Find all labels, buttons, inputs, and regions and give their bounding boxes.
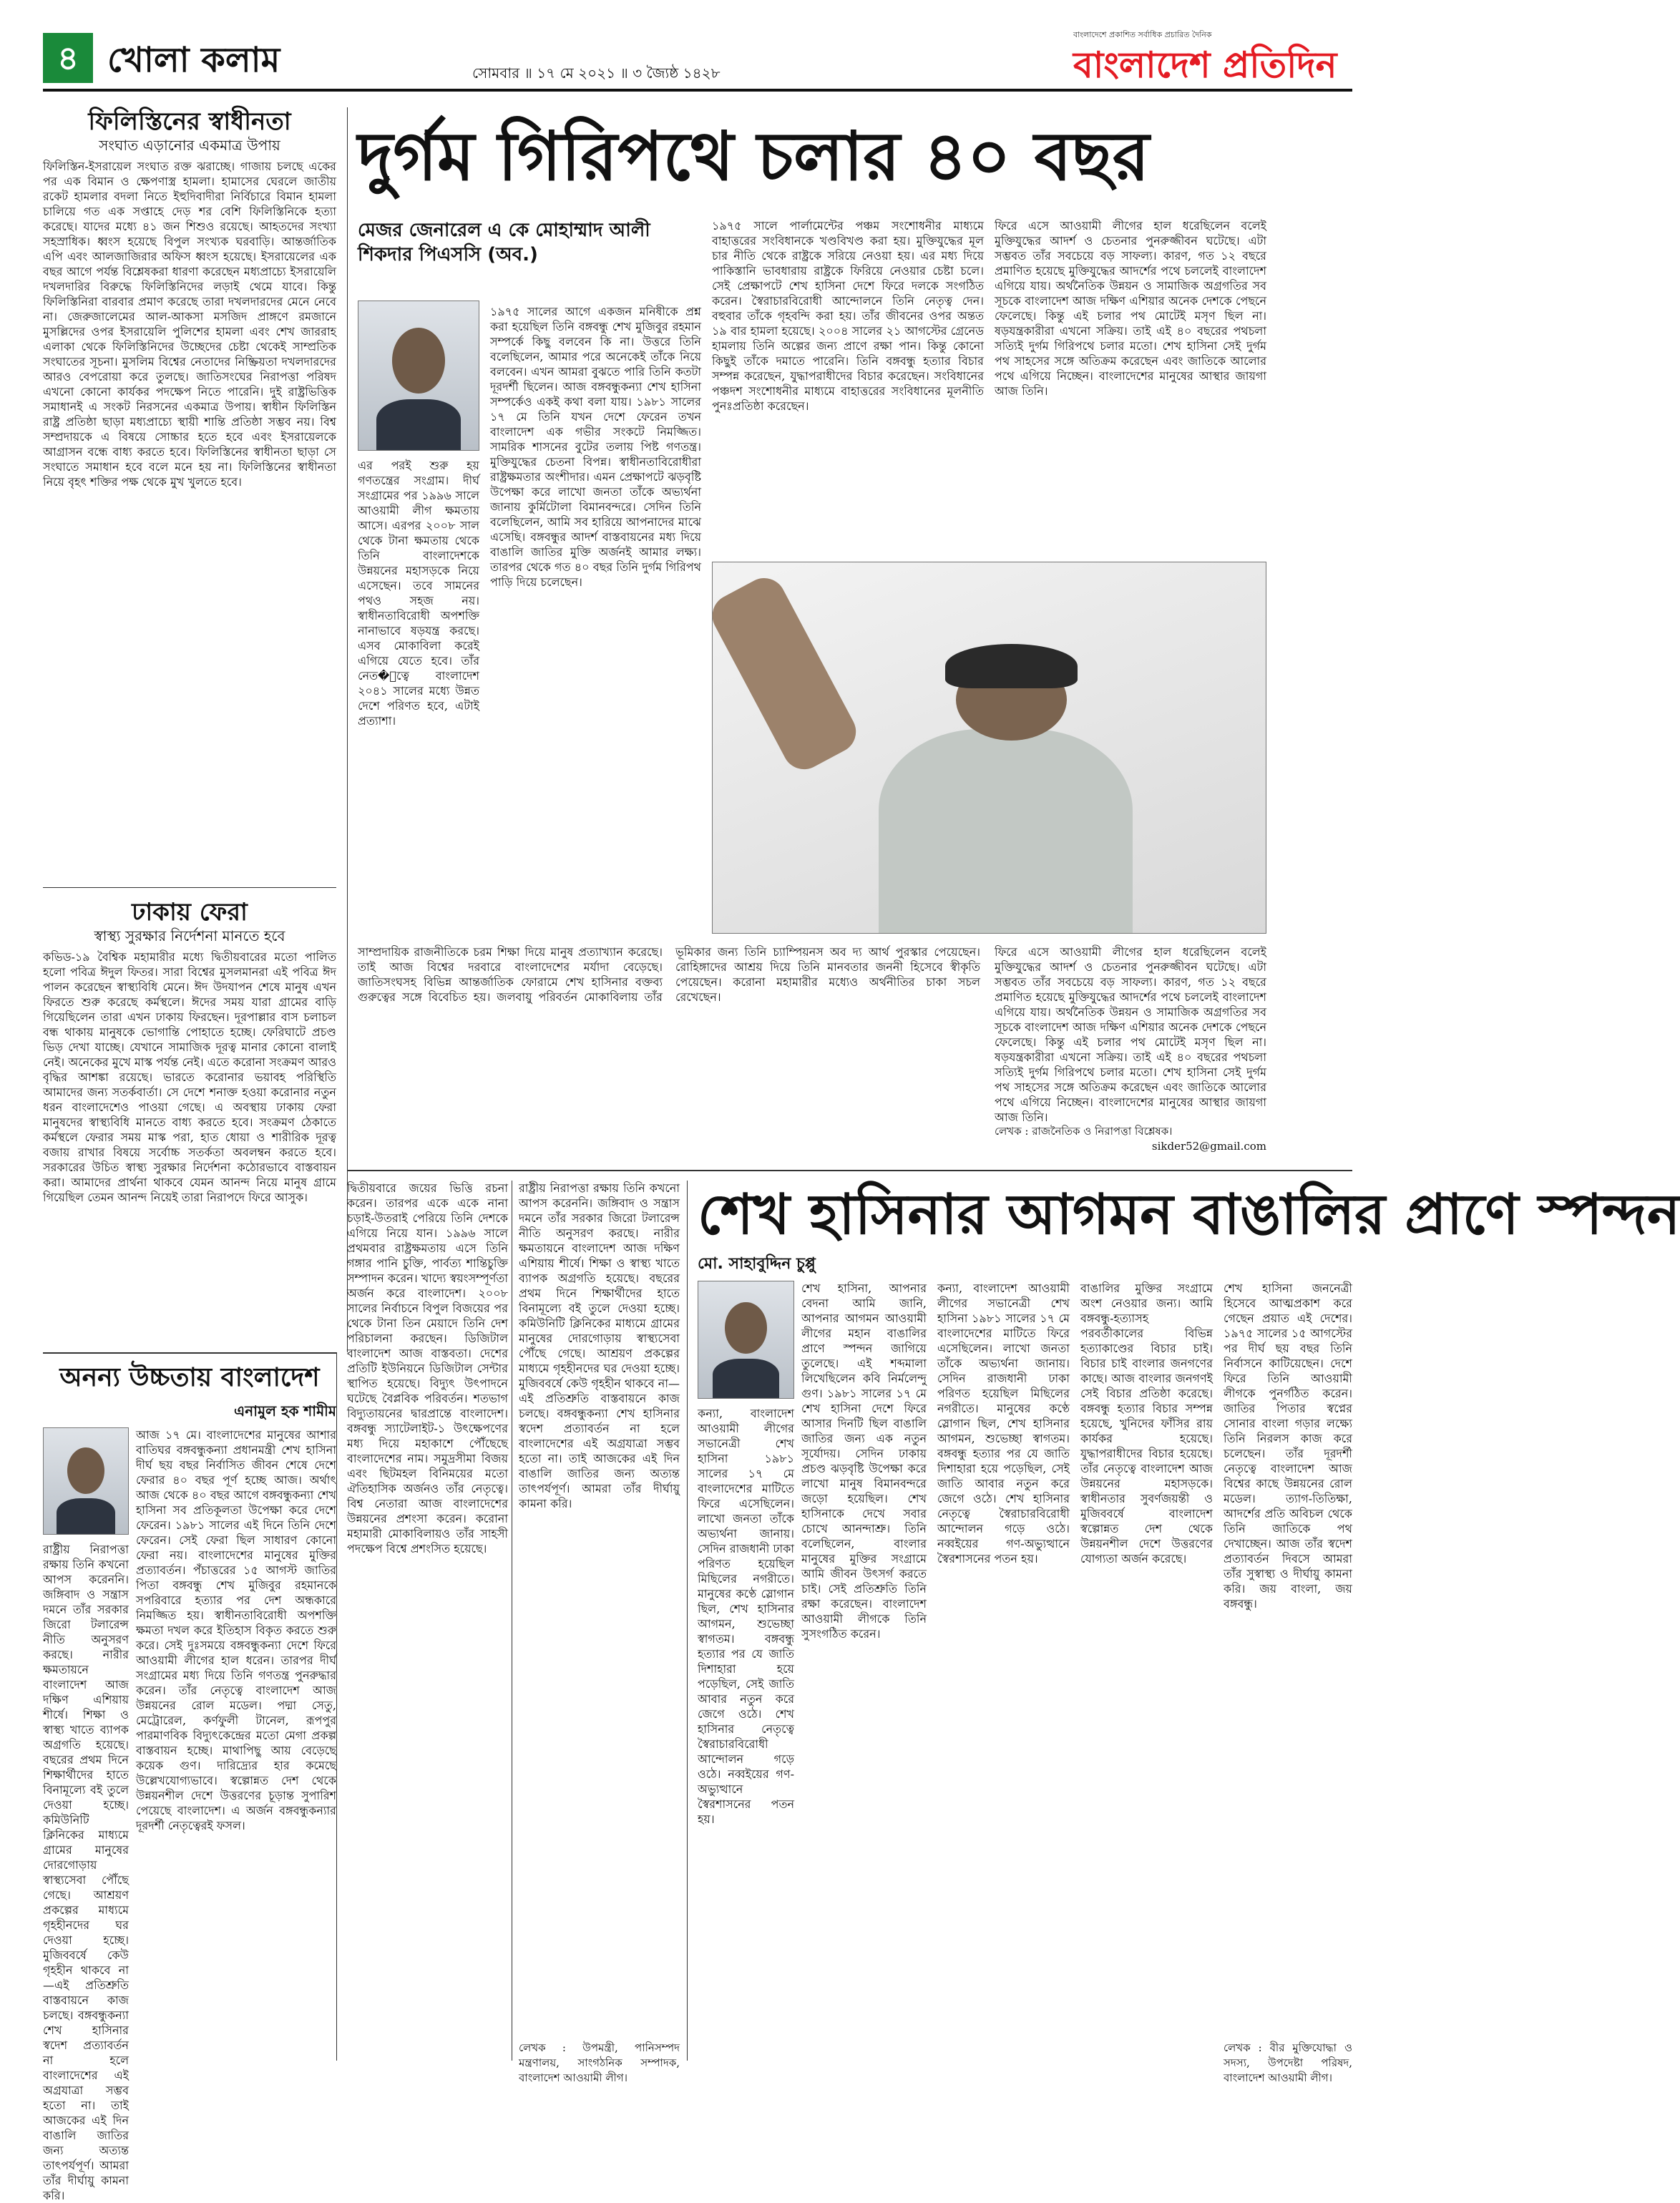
column-divider	[336, 1352, 337, 2061]
durgam-text-4: সাম্প্রদায়িক রাজনীতিকে চরম শিক্ষা দিয়ে মানুষ প্রত্যাখ্যান করেছে। তাই আজ বিশ্বের দরবারে বাংলাদেশের মর্যাদা বেড়েছে। জাতিসংঘসহ বিভিন্ন আন্তর্জাতিক ফোরামে শেখ হাসিনার বক্তব্য গুরুত্বের সঙ্গে বিবেচিত হয়। জলবায়ু পরিবর্তন মোকাবিলায় তাঁর ভূমিকার জন্য তিনি চ্যাম্পিয়নস অব দ্য আর্থ পুরস্কার পেয়েছেন। রোহিঙ্গাদের আশ্রয় দিয়ে তিনি মানবতার জননী হিসেবে স্বীকৃতি পেয়েছেন। করোনা মহামারীর মধ্যেও অর্থনীতির চাকা সচল রেখেছেন।	[358, 945, 980, 1004]
arrival-col-2	[937, 1281, 1070, 2057]
ananya-text-2: দ্বিতীয়বারে জয়ের ভিত্তি রচনা করেন। তারপর একে একে নানা চড়াই-উতরাই পেরিয়ে তিনি দেশকে এগিয়ে নিয়ে যান। ১৯৯৬ সালে প্রথমবার রাষ্ট্রক্ষমতায় এসে তিনি গঙ্গার পানি চুক্তি, পার্বত্য শান্তিচুক্তি সম্পাদন করেন। খাদ্যে স্বয়ংসম্পূর্ণতা অর্জন করে বাংলাদেশ। ২০০৮ সালের নির্বাচনে বিপুল বিজয়ের পর থেকে টানা তিন মেয়াদে তিনি দেশ পরিচালনা করছেন। ডিজিটাল বাংলাদেশ আজ বাস্তবতা। দেশের প্রতিটি ইউনিয়নে ডিজিটাল সেন্টার স্থাপিত হয়েছে। বিদ্যুৎ উৎপাদনে ঘটেছে বৈপ্লবিক পরিবর্তন। শতভাগ বিদ্যুতায়নের দ্বারপ্রান্তে বাংলাদেশ। বঙ্গবন্ধু স্যাটেলাইট-১ উৎক্ষেপণের মধ্য দিয়ে মহাকাশে পৌঁছেছে বাংলাদেশের নাম। সমুদ্রসীমা বিজয় এবং ছিটমহল বিনিময়ের মতো ঐতিহাসিক অর্জনও তাঁর নেতৃত্বে। বিশ্ব নেতারা আজ বাংলাদেশের উন্নয়নের প্রশংসা করেন। করোনা মহামারী মোকাবিলায়ও তাঁর সাহসী পদক্ষেপ বিশ্বে প্রশংসিত হয়েছে।	[347, 1181, 508, 1555]
durgam-col-4	[358, 944, 980, 1152]
durgam-byline: মেজর জেনারেল এ কে মোহাম্মাদ আলী শিকদার পিএসসি (অব.)	[358, 220, 650, 265]
ananya-col-1b	[43, 1542, 129, 2202]
arrival-col-4	[1224, 1281, 1352, 2039]
ananya-credit-block	[519, 2041, 680, 2084]
newspaper-page	[43, 29, 1680, 2202]
palestine-editorial	[43, 107, 336, 880]
pm-photo	[712, 562, 1266, 934]
durgam-email: sikder52@gmail.com	[1151, 1140, 1266, 1153]
ananya-credit: লেখক : উপমন্ত্রী, পানিসম্পদ মন্ত্রণালয়, সাংগঠনিক সম্পাদক, বাংলাদেশ আওয়ামী লীগ।	[519, 2041, 680, 2084]
durgam-text-1: ১৯৭৫ সালের আগে একজন মনিষীকে প্রশ্ন করা হয়েছিল তিনি বঙ্গবন্ধু শেখ মুজিবুর রহমান সম্পর্কে কিছু বলবেন কি না। উত্তরে তিনি বলেছিলেন, আমার পরে অনেকেই তাঁকে নিয়ে বলবেন। এখন আমরা বুঝতে পারি তিনি কতটা দূরদর্শী ছিলেন। আজ বঙ্গবন্ধুকন্যা শেখ হাসিনা সম্পর্কেও একই কথা বলা যায়। ১৯৮১ সালের ১৭ মে তিনি যখন দেশে ফেরেন তখন বাংলাদেশ এক গভীর সংকটে নিমজ্জিত। সামরিক শাসনের বুটের তলায় পিষ্ট গণতন্ত্র। মুক্তিযুদ্ধের চেতনা বিপন্ন। স্বাধীনতাবিরোধীরা রাষ্ট্রক্ষমতার অংশীদার। এমন প্রেক্ষাপটে ঝড়বৃষ্টি উপেক্ষা করে লাখো জনতা তাঁকে অভ্যর্থনা জানায় কুর্মিটোলা বিমানবন্দরে। সেদিন তিনি বলেছিলেন, আমি সব হারিয়ে আপনাদের মাঝে এসেছি। বঙ্গবন্ধুর আদর্শ বাস্তবায়নের মধ্য দিয়ে বাঙালি জাতির মুক্তি অর্জনই আমার লক্ষ্য। তারপর থেকে গত ৪০ বছর তিনি দুর্গম গিরিপথ পাড়ি দিয়ে চলেছেন।	[490, 305, 701, 589]
arrival-credit-block	[1224, 2041, 1352, 2084]
arrival-text-4: শেখ হাসিনা জননেত্রী হিসেবে আত্মপ্রকাশ করে গেছেন প্রয়াত এই দেশের। ১৯৭৫ সালের ১৫ আগস্টের পর দীর্ঘ ছয় বছর তিনি নির্বাসনে কাটিয়েছেন। দেশে ফিরে তিনি আওয়ামী লীগকে পুনর্গঠিত করেন। জাতির পিতার স্বপ্নের সোনার বাংলা গড়ার লক্ষ্যে তিনি নিরলস কাজ করে চলেছেন। তাঁর দূরদর্শী নেতৃত্বে বাংলাদেশ আজ বিশ্বের কাছে উন্নয়নের রোল মডেল। ত্যাগ-তিতিক্ষা, আদর্শের প্রতি অবিচল থেকে তিনি জাতিকে পথ দেখাচ্ছেন। আজ তাঁর স্বদেশ প্রত্যাবর্তন দিবসে আমরা তাঁর সুস্বাস্থ্য ও দীর্ঘায়ু কামনা করি। জয় বাংলা, জয় বঙ্গবন্ধু।	[1224, 1281, 1352, 1611]
ananya-text-1: আজ ১৭ মে। বাংলাদেশের মানুষের আশার বাতিঘর বঙ্গবন্ধুকন্যা প্রধানমন্ত্রী শেখ হাসিনা দীর্ঘ ছয় বছর নির্বাসিত জীবন শেষে দেশে ফেরার ৪০ বছর পূর্ণ হচ্ছে আজ। অর্থাৎ আজ থেকে ৪০ বছর আগে বঙ্গবন্ধুকন্যা শেখ হাসিনা সব প্রতিকূলতা উপেক্ষা করে দেশে ফেরেন। ১৯৮১ সালের এই দিনে তিনি দেশে ফেরেন। সেই ফেরা ছিল সাধারণ কোনো ফেরা নয়। বাংলাদেশের মানুষের মুক্তির প্রত্যাবর্তন। পঁচাত্তরের ১৫ আগস্ট জাতির পিতা বঙ্গবন্ধু শেখ মুজিবুর রহমানকে সপরিবারে হত্যার পর দেশ অন্ধকারে নিমজ্জিত হয়। স্বাধীনতাবিরোধী অপশক্তি ক্ষমতা দখল করে ইতিহাস বিকৃত করতে শুরু করে। সেই দুঃসময়ে বঙ্গবন্ধুকন্যা দেশে ফিরে আওয়ামী লীগের হাল ধরেন। তারপর দীর্ঘ সংগ্রামের মধ্য দিয়ে তিনি গণতন্ত্র পুনরুদ্ধার করেন। তাঁর নেতৃত্বে বাংলাদেশ আজ উন্নয়নের রোল মডেল। পদ্মা সেতু, মেট্রোরেল, কর্ণফুলী টানেল, রূপপুর পারমাণবিক বিদ্যুৎকেন্দ্রের মতো মেগা প্রকল্প বাস্তবায়ন হচ্ছে। মাথাপিছু আয় বেড়েছে কয়েক গুণ। দারিদ্র্যের হার কমেছে উল্লেখযোগ্যভাবে। স্বল্পোন্নত দেশ থেকে উন্নয়নশীল দেশে উত্তরণের চূড়ান্ত সুপারিশ পেয়েছে বাংলাদেশ। এ অর্জন বঙ্গবন্ধুকন্যার দূরদর্শী নেতৃত্বেরই ফসল।	[136, 1428, 336, 1832]
arrival-credit: লেখক : বীর মুক্তিযোদ্ধা ও সদস্য, উপদেষ্টা পরিষদ, বাংলাদেশ আওয়ামী লীগ।	[1224, 2041, 1352, 2084]
ananya-col-3	[519, 1181, 680, 2039]
ananya-byline: এনামুল হক শামীম	[234, 1402, 336, 1420]
column-divider	[347, 107, 348, 1352]
durgam-text-6: ফিরে এসে আওয়ামী লীগের হাল ধরেছিলেন বলেই মুক্তিযুদ্ধের আদর্শ ও চেতনার পুনরুজ্জীবন ঘটেছে। এটা সম্ভবত তাঁর সবচেয়ে বড় সাফল্য। কারণ, গত ১২ বছরে প্রমাণিত হয়েছে মুক্তিযুদ্ধের আদর্শের পথে চললেই বাংলাদেশ এগিয়ে যায়। অর্থনৈতিক উন্নয়ন ও সামাজিক অগ্রগতির সব সূচকে বাংলাদেশ আজ দক্ষিণ এশিয়ার অনেক দেশকে পেছনে ফেলেছে। কিন্তু এই চলার পথ মোটেই মসৃণ ছিল না। ষড়যন্ত্রকারীরা এখনো সক্রিয়। তাই এই ৪০ বছরের পথচলা সত্যিই দুর্গম গিরিপথে চলার মতো। শেখ হাসিনা সেই দুর্গম পথ সাহসের সঙ্গে অতিক্রম করেছেন এবং জাতিকে আলোর পথে এগিয়ে নিচ্ছেন। বাংলাদেশের মানুষের আস্থার জায়গা আজ তিনি।	[995, 945, 1266, 1124]
author-photo	[358, 301, 479, 451]
arrival-col-1	[801, 1281, 927, 2057]
arrival-text-1b: কন্যা, বাংলাদেশ আওয়ামী লীগের সভানেত্রী শেখ হাসিনা ১৯৮১ সালের ১৭ মে বাংলাদেশের মাটিতে ফিরে এসেছিলেন। লাখো জনতা তাঁকে অভ্যর্থনা জানায়। সেদিন রাজধানী ঢাকা পরিণত হয়েছিল মিছিলের নগরীতে। মানুষের কণ্ঠে স্লোগান ছিল, শেখ হাসিনার আগমন, শুভেচ্ছা স্বাগতম। বঙ্গবন্ধু হত্যার পর যে জাতি দিশাহারা হয়ে পড়েছিল, সেই জাতি আবার নতুন করে জেগে ওঠে। শেখ হাসিনার নেতৃত্বে স্বৈরাচারবিরোধী আন্দোলন গড়ে ওঠে। নব্বইয়ের গণ-অভ্যুত্থানে স্বৈরশাসনের পতন হয়।	[698, 1407, 794, 1826]
arrival-byline: মো. সাহাবুদ্দিন চুপ্পু	[698, 1255, 816, 1273]
arrival-text-3: বাঙালির মুক্তির সংগ্রামে অংশ নেওয়ার জন্য। আমি বঙ্গবন্ধু-হত্যাসহ পরবর্তীকালের বিভিন্ন হত্যাকাণ্ডের বিচার চাই। বিচার চাই বাংলার জনগণের কাছে। আজ বাংলার জনগণই সেই বিচার প্রতিষ্ঠা করেছে। বঙ্গবন্ধু হত্যার বিচার সম্পন্ন হয়েছে, খুনিদের ফাঁসির রায় কার্যকর হয়েছে। যুদ্ধাপরাধীদের বিচার হয়েছে। তাঁর নেতৃত্বে বাংলাদেশ আজ উন্নয়নের মহাসড়কে। স্বাধীনতার সুবর্ণজয়ন্তী ও মুজিববর্ষে বাংলাদেশ স্বল্পোন্নত দেশ থেকে উন্নয়নশীল দেশে উত্তরণের যোগ্যতা অর্জন করেছে।	[1080, 1281, 1213, 1565]
arrival-text-1: শেখ হাসিনা, আপনার বেদনা আমি জানি, আপনার আগমন আওয়ামী লীগের মহান বাঙালির প্রাণে স্পন্দন জাগিয়ে তুলেছে। এই শব্দমালা লিখেছিলেন কবি নির্মলেন্দু গুণ। ১৯৮১ সালের ১৭ মে শেখ হাসিনা দেশে ফিরে আসার দিনটি ছিল বাঙালি জাতির জন্য এক নতুন সূর্যোদয়। সেদিন ঢাকায় প্রচণ্ড ঝড়বৃষ্টি উপেক্ষা করে লাখো মানুষ বিমানবন্দরে জড়ো হয়েছিল। শেখ হাসিনাকে দেখে সবার চোখে আনন্দাশ্রু। তিনি বলেছিলেন, বাংলার মানুষের মুক্তির সংগ্রামে আমি জীবন উৎসর্গ করতে চাই। সেই প্রতিশ্রুতি তিনি রক্ষা করেছেন। বাংলাদেশ আওয়ামী লীগকে তিনি সুসংগঠিত করেন।	[801, 1281, 927, 1641]
dhaka-editorial	[43, 898, 336, 1342]
palestine-title: ফিলিস্তিনের স্বাধীনতা	[88, 107, 291, 136]
masthead	[43, 29, 1352, 93]
durgam-col-2	[712, 218, 984, 555]
date-line: সোমবার ॥ ১৭ মে ২০২১ ॥ ৩ জ্যৈষ্ঠ ১৪২৮	[472, 64, 721, 82]
divider	[347, 1170, 1352, 1171]
dhaka-subtitle: স্বাস্থ্য সুরক্ষার নির্দেশনা মানতে হবে	[94, 927, 285, 944]
durgam-col-6	[995, 944, 1266, 1124]
section-title: খোলা কলাম	[107, 40, 280, 80]
durgam-headline: দুর্গম গিরিপথে চলার ৪০ বছর	[358, 118, 1150, 196]
durgam-credit-block	[995, 1120, 1266, 1154]
ananya-col-2	[347, 1181, 508, 2057]
page-number: ৪	[43, 33, 93, 83]
divider	[43, 887, 336, 888]
durgam-text-3: ফিরে এসে আওয়ামী লীগের হাল ধরেছিলেন বলেই মুক্তিযুদ্ধের আদর্শ ও চেতনার পুনরুজ্জীবন ঘটেছে। এটা সম্ভবত তাঁর সবচেয়ে বড় সাফল্য। কারণ, গত ১২ বছরে প্রমাণিত হয়েছে মুক্তিযুদ্ধের আদর্শের পথে চললেই বাংলাদেশ এগিয়ে যায়। অর্থনৈতিক উন্নয়ন ও সামাজিক অগ্রগতির সব সূচকে বাংলাদেশ আজ দক্ষিণ এশিয়ার অনেক দেশকে পেছনে ফেলেছে। কিন্তু এই চলার পথ মোটেই মসৃণ ছিল না। ষড়যন্ত্রকারীরা এখনো সক্রিয়। তাই এই ৪০ বছরের পথচলা সত্যিই দুর্গম গিরিপথে চলার মতো। শেখ হাসিনা সেই দুর্গম পথ সাহসের সঙ্গে অতিক্রম করেছেন এবং জাতিকে আলোর পথে এগিয়ে নিচ্ছেন। বাংলাদেশের মানুষের আস্থার জায়গা আজ তিনি।	[995, 219, 1266, 398]
palestine-body: ফিলিস্তিন-ইসরায়েল সংঘাত রক্ত ঝরাচ্ছে। গাজায় চলছে একের পর এক বিমান ও ক্ষেপণাস্ত্র হামলা। হামাসের ঘেরলে জাতীয় রকেট হামলার বদলা নিতে ইহুদিবাদীরা নির্বিচারে বিমান হামলা চালিয়ে গত এক সপ্তাহে দেড় শর বেশি ফিলিস্তিনিকে হত্যা করেছে। যাদের মধ্যে ৪১ জন শিশুও রয়েছে। আহতদের সংখ্যা সহস্রাধিক। ধ্বংস হয়েছে বিপুল সংখ্যক ঘরবাড়ি। আন্তর্জাতিক এপি এবং আলজাজিরার অফিস ধ্বংস হয়েছে। ইসরায়েলের এক বছর আগে পর্যন্ত বিশ্লেষকরা ধারণা করেছেন মধ্যপ্রাচ্যে ইসরায়েলি দখলদারির বিরুদ্ধে ফিলিস্তিনিদের লড়াই থেমে যাবে। কিন্তু ফিলিস্তিনিরা বারবার প্রমাণ করেছে তারা দখলদারদের মেনে নেবে না। জেরুজালেমের আল-আকসা মসজিদ প্রাঙ্গণে রমজানে মুসল্লিদের ওপর ইসরায়েলি পুলিশের হামলা এবং শেখ জাররাহ এলাকা থেকে ফিলিস্তিনিদের উচ্ছেদের চেষ্টা থেকেই সাম্প্রতিক সংঘাতের সূচনা। মুসলিম বিশ্বের নেতাদের নিষ্ক্রিয়তা দখলদারদের আরও বেপরোয়া করে তুলছে। জাতিসংঘের নিরাপত্তা পরিষদ এখনো কোনো কার্যকর পদক্ষেপ নিতে পারেনি। দুই রাষ্ট্রভিত্তিক সমাধানই এ সংকট নিরসনের একমাত্র উপায়। স্বাধীন ফিলিস্তিন রাষ্ট্র প্রতিষ্ঠা ছাড়া মধ্যপ্রাচ্যে স্থায়ী শান্তি প্রতিষ্ঠা সম্ভব নয়। বিশ্ব সম্প্রদায়কে এ বিষয়ে সোচ্চার হতে হবে এবং ইসরায়েলকে আগ্রাসন বন্ধে বাধ্য করতে হবে। ফিলিস্তিনের স্বাধীনতা ছাড়া সে সংঘাতে সমাধান হবে বলে মনে হয় না। ফিলিস্তিনের স্বাধীনতা নিয়ে বৃহৎ শক্তির পক্ষ থেকে মুখ খুলতে হবে।	[43, 160, 336, 489]
durgam-col-1b	[358, 458, 479, 934]
ananya-col-1	[136, 1427, 336, 2057]
durgam-text-2: ১৯৭৫ সালে পার্লামেন্টের পঞ্চম সংশোধনীর মাধ্যমে বাহাত্তরের সংবিধানকে খণ্ডবিখণ্ড করা হয়। মুক্তিযুদ্ধের মূল চার নীতি থেকে রাষ্ট্রকে সরিয়ে নেওয়া হয়। এর মধ্য দিয়ে পাকিস্তানি ভাবধারায় রাষ্ট্রকে ফিরিয়ে নেওয়ার চেষ্টা চলে। সেই প্রেক্ষাপটে শেখ হাসিনা দেশে ফিরে দলকে সংগঠিত করেন। স্বৈরাচারবিরোধী আন্দোলনে তিনি নেতৃত্ব দেন। বহুবার তাঁকে গৃহবন্দি করা হয়। তাঁর জীবনের ওপর অন্তত ১৯ বার হামলা হয়েছে। ২০০৪ সালের ২১ আগস্টের গ্রেনেড হামলায় তিনি অল্পের জন্য প্রাণে রক্ষা পান। কিন্তু কোনো কিছুই তাঁকে দমাতে পারেনি। তিনি বঙ্গবন্ধু হত্যার বিচার সম্পন্ন করেছেন, যুদ্ধাপরাধীদের বিচার করেছেন। সংবিধানের পঞ্চদশ সংশোধনীর মাধ্যমে বাহাত্তরের সংবিধানের মূলনীতি পুনঃপ্রতিষ্ঠা করেছেন।	[712, 219, 984, 413]
durgam-col-3	[995, 218, 1266, 555]
palestine-subtitle: সংঘাত এড়ানোর একমাত্র উপায়	[99, 137, 280, 154]
ananya-title: অনন্য উচ্চতায় বাংলাদেশ	[59, 1363, 320, 1392]
ananya-text-1b: রাষ্ট্রীয় নিরাপত্তা রক্ষায় তিনি কখনো আপস করেননি। জঙ্গিবাদ ও সন্ত্রাস দমনে তাঁর সরকার জিরো টলারেন্স নীতি অনুসরণ করছে। নারীর ক্ষমতায়নে বাংলাদেশ আজ দক্ষিণ এশিয়ায় শীর্ষে। শিক্ষা ও স্বাস্থ্য খাতে ব্যাপক অগ্রগতি হয়েছে। বছরের প্রথম দিনে শিক্ষার্থীদের হাতে বিনামূল্যে বই তুলে দেওয়া হচ্ছে। কমিউনিটি ক্লিনিকের মাধ্যমে গ্রামের মানুষের দোরগোড়ায় স্বাস্থ্যসেবা পৌঁছে গেছে। আশ্রয়ণ প্রকল্পের মাধ্যমে গৃহহীনদের ঘর দেওয়া হচ্ছে। মুজিববর্ষে কেউ গৃহহীন থাকবে না—এই প্রতিশ্রুতি বাস্তবায়নে কাজ চলছে। বঙ্গবন্ধুকন্যা শেখ হাসিনার স্বদেশ প্রত্যাবর্তন না হলে বাংলাদেশের এই অগ্রযাত্রা সম্ভব হতো না। তাই আজকের এই দিন বাঙালি জাতির জন্য অত্যন্ত তাৎপর্যপূর্ণ। আমরা তাঁর দীর্ঘায়ু কামনা করি।	[43, 1543, 129, 2202]
arrival-author-photo	[698, 1281, 794, 1399]
ananya-text-3: রাষ্ট্রীয় নিরাপত্তা রক্ষায় তিনি কখনো আপস করেননি। জঙ্গিবাদ ও সন্ত্রাস দমনে তাঁর সরকার জিরো টলারেন্স নীতি অনুসরণ করছে। নারীর ক্ষমতায়নে বাংলাদেশ আজ দক্ষিণ এশিয়ায় শীর্ষে। শিক্ষা ও স্বাস্থ্য খাতে ব্যাপক অগ্রগতি হয়েছে। বছরের প্রথম দিনে শিক্ষার্থীদের হাতে বিনামূল্যে বই তুলে দেওয়া হচ্ছে। কমিউনিটি ক্লিনিকের মাধ্যমে গ্রামের মানুষের দোরগোড়ায় স্বাস্থ্যসেবা পৌঁছে গেছে। আশ্রয়ণ প্রকল্পের মাধ্যমে গৃহহীনদের ঘর দেওয়া হচ্ছে। মুজিববর্ষে কেউ গৃহহীন থাকবে না—এই প্রতিশ্রুতি বাস্তবায়নে কাজ চলছে। বঙ্গবন্ধুকন্যা শেখ হাসিনার স্বদেশ প্রত্যাবর্তন না হলে বাংলাদেশের এই অগ্রযাত্রা সম্ভব হতো না। তাই আজকের এই দিন বাঙালি জাতির জন্য অত্যন্ত তাৎপর্যপূর্ণ। আমরা তাঁর দীর্ঘায়ু কামনা করি।	[519, 1181, 680, 1510]
durgam-text-5: এর পরই শুরু হয় গণতন্ত্রের সংগ্রাম। দীর্ঘ সংগ্রামের পর ১৯৯৬ সালে আওয়ামী লীগ ক্ষমতায় আসে। এরপর ২০০৮ সাল থেকে টানা ক্ষমতায় থেকে তিনি বাংলাদেশকে উন্নয়নের মহাসড়কে নিয়ে এসেছেন। তবে সামনের পথও সহজ নয়। স্বাধীনতাবিরোধী অপশক্তি নানাভাবে ষড়যন্ত্র করছে। এসব মোকাবিলা করেই এগিয়ে যেতে হবে। তাঁর নেত�ৃত্বে বাংলাদেশ ২০৪১ সালের মধ্যে উন্নত দেশে পরিণত হবে, এটাই প্রত্যাশা।	[358, 459, 479, 728]
ananya-author-photo	[43, 1427, 129, 1535]
arrival-col-3	[1080, 1281, 1213, 2057]
logo-tagline: বাংলাদেশে প্রকাশিত সর্বাধিক প্রচারিত দৈনিক	[1073, 30, 1212, 39]
dhaka-title: ঢাকায় ফেরা	[132, 898, 248, 927]
logo-text: বাংলাদেশ প্রতিদিন	[1073, 44, 1337, 86]
durgam-col-1	[490, 304, 701, 934]
newspaper-logo	[1073, 29, 1352, 86]
dhaka-body: কভিড-১৯ বৈশ্বিক মহামারীর মধ্যে দ্বিতীয়বারের মতো পালিত হলো পবিত্র ঈদুল ফিতর। সারা বিশ্বের মুসলমানরা এই পবিত্র ঈদ পালন করেছেন স্বাস্থ্যবিধি মেনে। ঈদ উদযাপন শেষে মানুষ এখন ফিরতে শুরু করেছে কর্মস্থলে। ঈদের সময় যারা গ্রামের বাড়ি গিয়েছিলেন তারা এখন ঢাকায় ফিরছেন। দূরপাল্লার বাস চলাচল বন্ধ থাকায় মানুষকে ভোগান্তি পোহাতে হচ্ছে। ফেরিঘাটে প্রচণ্ড ভিড় দেখা যাচ্ছে। যেখানে সামাজিক দূরত্ব মানার কোনো বালাই নেই। অনেকের মুখে মাস্ক পর্যন্ত নেই। এতে করোনা সংক্রমণ আরও বৃদ্ধির আশঙ্কা রয়েছে। ভারতে করোনার ভয়াবহ পরিস্থিতি আমাদের জন্য সতর্কবার্তা। সে দেশে শনাক্ত হওয়া করোনার নতুন ধরন বাংলাদেশেও পাওয়া গেছে। এ অবস্থায় ঢাকায় ফেরা মানুষদের স্বাস্থ্যবিধি মানতে বাধ্য করতে হবে। সংক্রমণ ঠেকাতে কর্মস্থলে ফেরার সময় মাস্ক পরা, হাত ধোয়া ও শারীরিক দূরত্ব বজায় রাখার বিষয়ে সর্বোচ্চ সতর্কতা অবলম্বন করতে হবে। সরকারের উচিত স্বাস্থ্য সুরক্ষার নির্দেশনা কঠোরভাবে বাস্তবায়ন করা। আমাদের প্রার্থনা থাকবে যেমন আনন্দ নিয়ে মানুষ গ্রামে গিয়েছিল তেমন আনন্দ নিয়েই তারা নিরাপদে ফিরে আসুক।	[43, 950, 336, 1204]
durgam-credit: লেখক : রাজনৈতিক ও নিরাপত্তা বিশ্লেষক।	[995, 1125, 1173, 1138]
header-rule	[43, 89, 1352, 92]
arrival-text-2: কন্যা, বাংলাদেশ আওয়ামী লীগের সভানেত্রী শেখ হাসিনা ১৯৮১ সালের ১৭ মে বাংলাদেশের মাটিতে ফিরে এসেছিলেন। লাখো জনতা তাঁকে অভ্যর্থনা জানায়। সেদিন রাজধানী ঢাকা পরিণত হয়েছিল মিছিলের নগরীতে। মানুষের কণ্ঠে স্লোগান ছিল, শেখ হাসিনার আগমন, শুভেচ্ছা স্বাগতম। বঙ্গবন্ধু হত্যার পর যে জাতি দিশাহারা হয়ে পড়েছিল, সেই জাতি আবার নতুন করে জেগে ওঠে। শেখ হাসিনার নেতৃত্বে স্বৈরাচারবিরোধী আন্দোলন গড়ে ওঠে। নব্বইয়ের গণ-অভ্যুত্থানে স্বৈরশাসনের পতন হয়।	[937, 1281, 1070, 1565]
column-divider	[687, 1181, 688, 2061]
arrival-headline: শেখ হাসিনার আগমন বাঙালির প্রাণে স্পন্দন	[698, 1183, 1680, 1247]
arrival-col-1b	[698, 1406, 794, 2057]
divider	[43, 1352, 336, 1354]
